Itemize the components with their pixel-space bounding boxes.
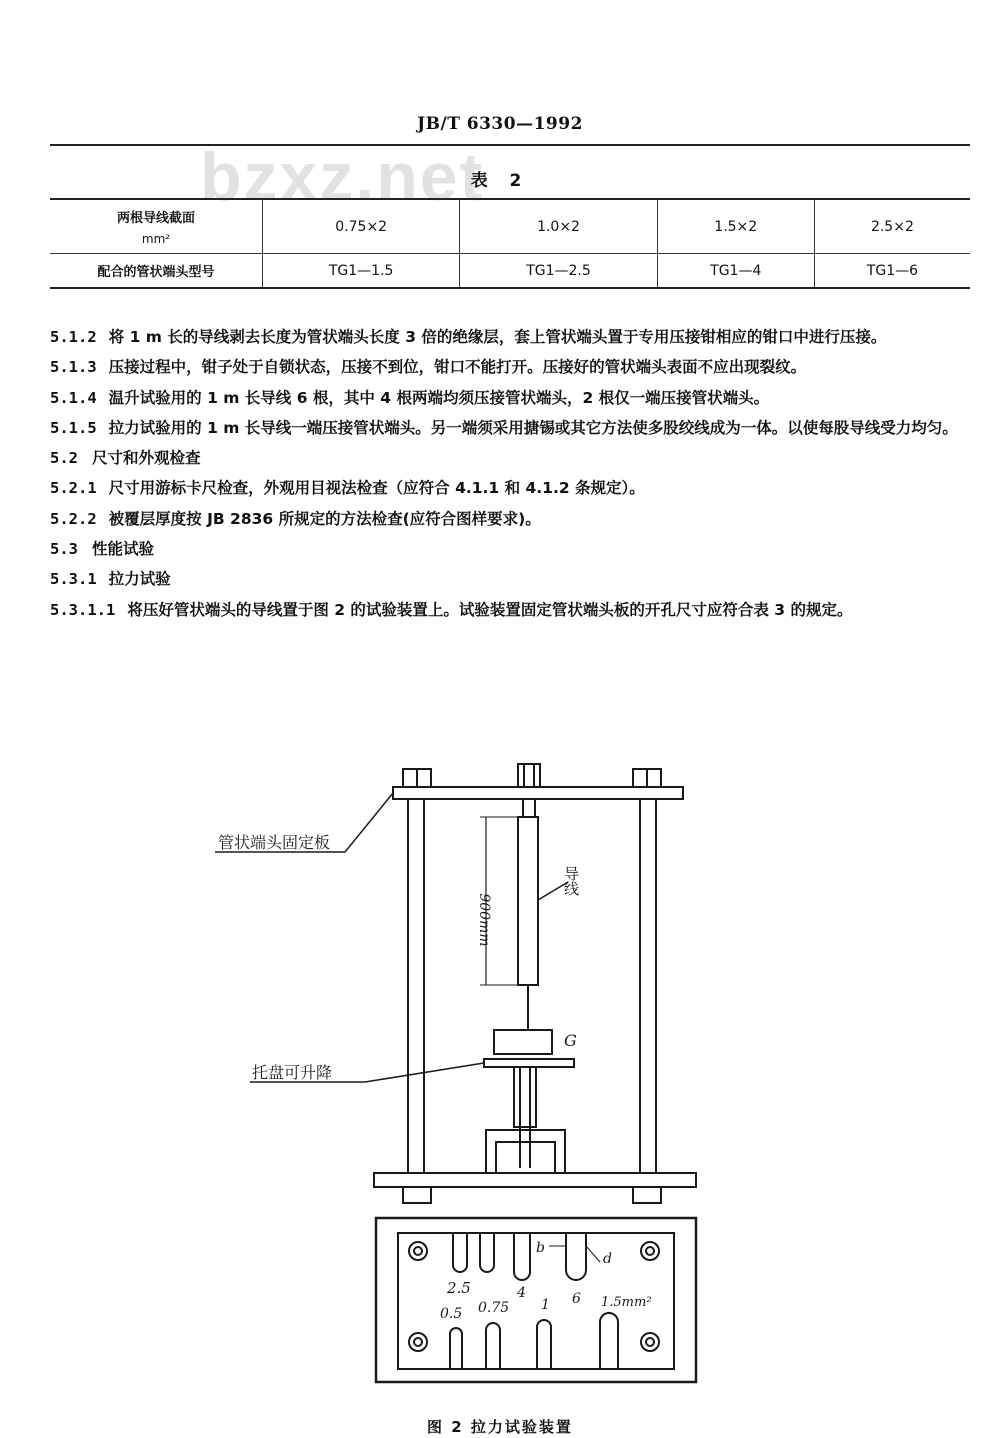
corner-bolt-hole: [646, 1338, 654, 1346]
row-header-label: 两根导线截面: [116, 211, 195, 226]
bottom-left-nut: [403, 1187, 431, 1203]
label-dim-d: d: [603, 1251, 612, 1267]
table-cell: TG1—1.5: [263, 254, 460, 289]
label-wire: 导线: [562, 866, 580, 896]
lift-bracket-inner: [496, 1142, 555, 1173]
corner-bolt: [641, 1242, 659, 1260]
tray: [484, 1059, 574, 1067]
clause-text: 被覆层厚度按 JB 2836 所规定的方法检查(应符合图样要求)。: [108, 509, 541, 528]
clause-5-3-1: [50, 564, 975, 594]
hole-label: 0.75: [478, 1300, 510, 1316]
slot: [566, 1233, 586, 1280]
label-weight-g: G: [564, 1031, 577, 1050]
apparatus-drawing: [0, 750, 1000, 1434]
clause-5-2-1: [50, 473, 975, 503]
clause-number: 5.3.1.1: [50, 600, 116, 619]
corner-bolt-hole: [414, 1338, 422, 1346]
top-plate: [393, 787, 683, 799]
clause-text: 拉力试验: [108, 570, 171, 589]
table-title: 表 2: [470, 171, 530, 191]
header-rule: [50, 144, 970, 146]
slot: [450, 1328, 462, 1369]
table-row: [50, 254, 970, 289]
tubular-terminal: [518, 764, 540, 787]
clause-number: 5.2: [50, 449, 78, 468]
base-plate: [374, 1173, 696, 1187]
clause-5-2-2: [50, 504, 975, 534]
row-header-cross-section: [50, 199, 263, 254]
table-cell: TG1—6: [814, 254, 970, 289]
clause-text: 尺寸和外观检查: [92, 449, 201, 468]
corner-bolt: [641, 1333, 659, 1351]
table-cell: TG1—2.5: [460, 254, 657, 289]
standard-number-header: JB/T 6330—1992: [417, 114, 583, 134]
lift-bracket: [486, 1130, 565, 1173]
clause-text: 性能试验: [92, 540, 155, 559]
clause-number: 5.1.5: [50, 418, 97, 437]
label-tray: 托盘可升降: [252, 1063, 333, 1082]
clause-number: 5.3: [50, 540, 78, 559]
corner-bolt: [409, 1333, 427, 1351]
clause-5-1-5: [50, 413, 975, 443]
clause-text: 压接过程中，钳子处于自锁状态，压接不到位，钳口不能打开。压接好的管状端头表面不应出现裂纹。: [108, 358, 807, 377]
table-cell: 1.0×2: [460, 199, 657, 254]
table-cell: 1.5×2: [657, 199, 814, 254]
table-cell: 2.5×2: [814, 199, 970, 254]
lift-screw: [514, 1067, 536, 1127]
corner-bolt: [409, 1242, 427, 1260]
hole-label: 2.5: [447, 1279, 471, 1297]
table-2: [50, 198, 970, 289]
figure-2-tensile-test-apparatus: [0, 750, 1000, 1434]
dim-d-leader: [586, 1246, 600, 1262]
row-header-terminal-type: 配合的管状端头型号: [97, 265, 215, 280]
clause-text: 尺寸用游标卡尺检查，外观用目视法检查（应符合 4.1.1 和 4.1.2 条规定）。: [108, 479, 645, 498]
clause-5-3-1-1: [50, 595, 975, 625]
clause-text: 温升试验用的 1 m 长导线 6 根，其中 4 根两端均须压接管状端头，2 根仅一端压接管状端头。: [108, 388, 770, 407]
slot: [514, 1233, 530, 1280]
wire-insulation: [518, 817, 538, 985]
body-text: [50, 322, 975, 625]
weight: [494, 1030, 552, 1054]
clause-5-1-4: [50, 383, 975, 413]
corner-bolt-hole: [646, 1247, 654, 1255]
wire-crimp: [523, 799, 535, 817]
label-terminal-plate: 管状端头固定板: [218, 833, 331, 852]
slot: [537, 1320, 551, 1369]
clause-number: 5.1.2: [50, 328, 97, 346]
clause-5-1-2: [50, 322, 975, 352]
watermark: bzxz.net: [200, 139, 485, 215]
slot: [453, 1233, 467, 1272]
clause-number: 5.1.3: [50, 358, 97, 377]
hole-label: 1: [541, 1297, 550, 1313]
clause-text: 拉力试验用的 1 m 长导线一端压接管状端头。另一端须采用搪锡或其它方法使多股绞线成为一体。以使每股导线受力均匀。: [108, 418, 958, 437]
table-cell: 0.75×2: [263, 199, 460, 254]
label-900mm: 900mm: [476, 893, 492, 947]
clause-5-1-3: [50, 352, 975, 382]
hole-label: 1.5mm²: [601, 1295, 652, 1310]
slot: [486, 1323, 500, 1369]
left-rod: [408, 799, 424, 1173]
clause-5-3: [50, 534, 975, 564]
clause-number: 5.1.4: [50, 388, 97, 407]
clause-5-2: [50, 443, 975, 473]
bottom-right-nut: [633, 1187, 661, 1203]
hole-label: 0.5: [440, 1306, 463, 1322]
table-row: [50, 199, 970, 254]
label-dim-b: b: [536, 1240, 545, 1256]
row-header-unit: mm²: [141, 232, 171, 246]
slot: [600, 1313, 618, 1369]
clause-text: 将压好管状端头的导线置于图 2 的试验装置上。试验装置固定管状端头板的开孔尺寸应符合表 3 的规定。: [127, 600, 853, 619]
clause-number: 5.3.1: [50, 570, 97, 589]
clause-number: 5.2.2: [50, 509, 97, 528]
clause-number: 5.2.1: [50, 479, 97, 498]
corner-bolt-hole: [414, 1247, 422, 1255]
hole-label: 6: [572, 1291, 581, 1307]
figure-caption: 图 2 拉力试验装置: [427, 1418, 573, 1436]
clause-text: 将 1 m 长的导线剥去长度为管状端头长度 3 倍的绝缘层，套上管状端头置于专用压接钳相应的钳口中进行压接。: [108, 328, 887, 346]
slot: [480, 1233, 494, 1272]
table-cell: TG1—4: [657, 254, 814, 289]
right-rod: [640, 799, 656, 1173]
hole-label: 4: [517, 1285, 526, 1301]
